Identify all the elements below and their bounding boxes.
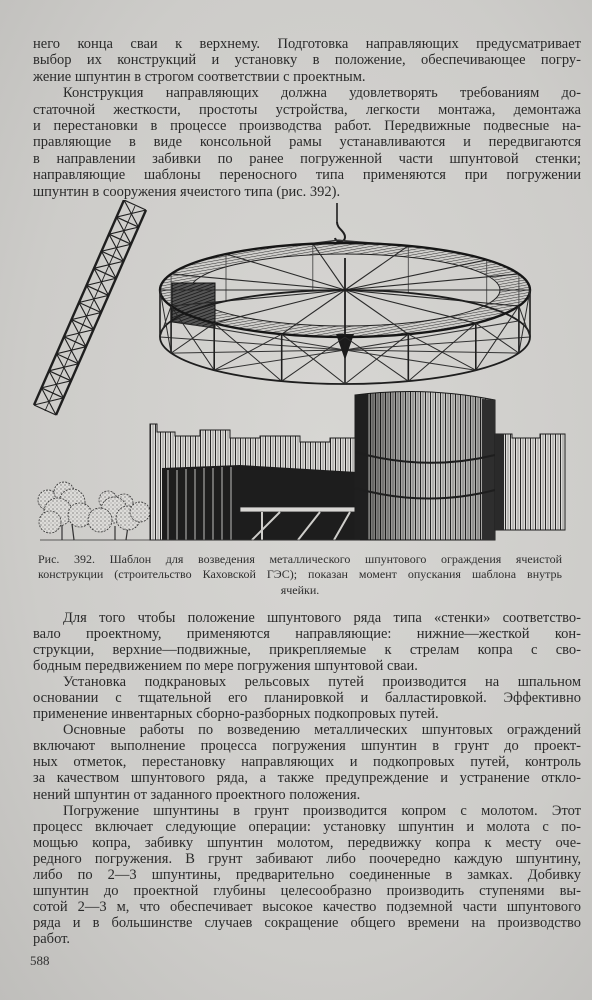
- paragraph-line: процесс включает следующие операции: установку шпунтин и молота с по-: [33, 818, 581, 835]
- paragraph-line: выбор их конструкций и установку в положение, обеспечивающее погру-: [33, 52, 581, 69]
- paragraph-line: шпунтин до проектной глубины целесообразно производить ступенями вы-: [33, 882, 581, 899]
- paragraph-line: Основные работы по возведению металлических шпунтовых ограждений: [63, 722, 581, 739]
- paragraph-line: Для того чтобы положение шпунтового ряда типа «стенки» соответство-: [63, 610, 581, 626]
- paragraph: [33, 85, 581, 200]
- sheet-pile-wall-right: [495, 434, 565, 530]
- paragraph-line: шпунтин в сооружения ячеистого типа (рис. 392).: [33, 183, 341, 200]
- trees: [38, 482, 150, 540]
- paragraph-line: правляющие в виде консольной рамы устанавливаются и передвигаются: [33, 134, 581, 151]
- paragraph: [33, 803, 581, 947]
- paragraph-line: бодным передвижением по мере погружения шпунтовой сваи.: [33, 658, 418, 675]
- sheet-pile-cell: [355, 391, 495, 540]
- template-ring: [160, 243, 530, 384]
- caption-line: конструкции (строительство Каховской ГЭС); показан момент опускания шаблона внутрь: [38, 567, 562, 582]
- paragraph-line: ных отметок, перестановку направляющих и подкопровых путей, контроль: [33, 754, 581, 771]
- bottom-text-block: [33, 610, 581, 947]
- paragraph-line: Конструкция направляющих должна удовлетворять требованиям до-: [63, 85, 581, 102]
- sheet-pile-wall-left: [150, 424, 357, 540]
- paragraph-line: вало проектному, применяются направляющие: нижние—жесткой кон-: [33, 626, 581, 643]
- paragraph: [33, 36, 581, 85]
- crane-boom: [34, 200, 146, 415]
- figure-caption: [38, 552, 562, 598]
- crane-hook: [335, 203, 345, 242]
- paragraph-line: ряда и в большинстве случаев сокращение общего времени на производство: [33, 914, 581, 931]
- paragraph-line: и перестановки в процессе производства работ. Передвижные подвесные на-: [33, 118, 581, 135]
- paragraph-line: мощью копра, забивку шпунтин молотом, передвижку копра к месту оче-: [33, 834, 581, 851]
- paragraph-line: сотой 2—3 м, что обеспечивает высокое качество подземной части шпунтового: [33, 898, 581, 915]
- paragraph: [33, 674, 581, 722]
- paragraph-line: применение инвентарных сборно-разборных подкопровых путей.: [33, 706, 439, 723]
- paragraph-line: Установка подкрановых рельсовых путей производится на шпальном: [63, 674, 581, 691]
- paragraph-line: в направлении забивки по ранее погруженной части шпунтовой стенки;: [33, 150, 581, 167]
- page-number: 588: [30, 953, 50, 968]
- paragraph-line: него конца сваи к верхнему. Подготовка направляющих предусматривает: [33, 36, 581, 52]
- paragraph-line: направляющие шаблоны переносного типа применяются при погружении: [33, 167, 581, 184]
- paragraph-line: редного погружения. В грунт забивают либо поочередно каждую шпунтину,: [33, 850, 581, 867]
- caption-line: ячейки.: [280, 582, 320, 597]
- paragraph-line: струкции, верхние—подвижные, прикрепляемые к стрелам копра с сво-: [33, 642, 581, 659]
- paragraph-line: статочной жесткости, простоты устройства, легкости монтажа, демонтажа: [33, 101, 581, 118]
- caption-line: Рис. 392. Шаблон для возведения металлического шпунтового ограждения ячеистой: [38, 552, 562, 566]
- top-text-block: [33, 36, 581, 200]
- paragraph: [33, 722, 581, 802]
- paragraph-line: жение шпунтин в строгом соответствии с проектным.: [33, 68, 366, 85]
- paragraph-line: включают выполнение процесса погружения шпунтин в грунт до проект-: [33, 738, 581, 755]
- paragraph-line: нений шпунтин от заданного проектного положения.: [33, 786, 361, 803]
- paragraph-line: работ.: [33, 930, 70, 947]
- paragraph: [33, 610, 581, 674]
- paragraph-line: либо по 2—3 шпунтины, предварительно соединенные в замках. Добивку: [33, 866, 581, 883]
- template-illustration: [0, 200, 592, 550]
- paragraph-line: Погружение шпунтины в грунт производится копром с молотом. Этот: [63, 802, 581, 819]
- paragraph-line: за качеством шпунтового ряда, а также предупреждение и устранение откло-: [33, 770, 581, 787]
- paragraph-line: основании с тщательной его планировкой и балластировкой. Эффективно: [33, 690, 581, 707]
